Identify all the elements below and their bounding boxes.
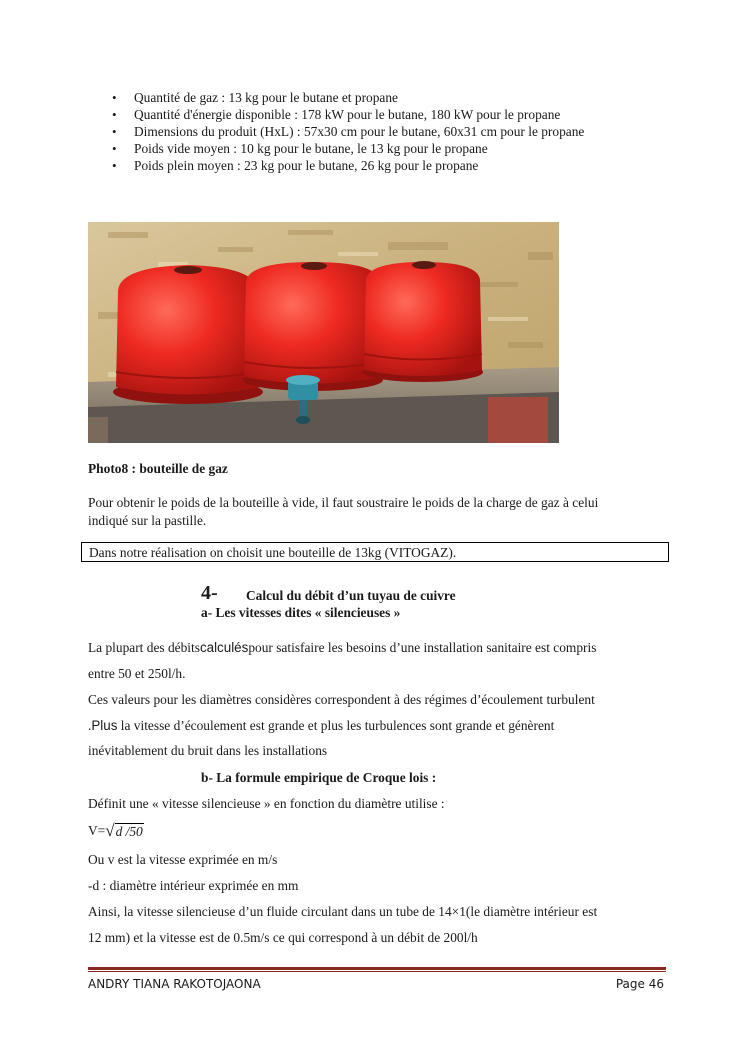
paragraph-line: -d : diamètre intérieur exprimée en mm xyxy=(88,878,299,893)
gas-bottle xyxy=(113,265,263,404)
section-number: 4- xyxy=(201,582,218,604)
footer-rule-thin xyxy=(88,971,666,972)
paragraph-line xyxy=(88,640,596,656)
footer-author: ANDRY TIANA RAKOTOJAONA xyxy=(88,977,261,991)
paragraph-line: Définit une « vitesse silencieuse » en fonction du diamètre utilise : xyxy=(88,796,445,811)
paragraph-line: Pour obtenir le poids de la bouteille à vide, il faut soustraire le poids de la charge de gaz à celui xyxy=(88,495,599,510)
spec-list xyxy=(112,89,584,174)
text-run: Plus xyxy=(91,718,118,733)
paragraph-line: inévitablement du bruit dans les installations xyxy=(88,743,328,758)
formula-prefix: V= xyxy=(88,823,106,838)
paragraph-line xyxy=(88,718,554,734)
formula xyxy=(88,823,144,839)
subsection-b-heading: b- La formule empirique de Croque lois : xyxy=(201,770,437,785)
spec-item: • Quantité de gaz : 13 kg pour le butane et propane xyxy=(112,89,584,106)
paragraph-line: Ces valeurs pour les diamètres considères correspondent à des régimes d’écoulement turbulent xyxy=(88,692,595,707)
gas-bottles-illustration xyxy=(88,222,559,443)
footer-page-number: Page 46 xyxy=(615,977,664,991)
text-run: calculés xyxy=(199,640,249,655)
paragraph-line: Ainsi, la vitesse silencieuse d’un fluide circulant dans un tube de 14×1(le diamètre intérieur est xyxy=(88,904,598,919)
highlight-box xyxy=(81,542,669,562)
sqrt-sign: √ xyxy=(105,821,115,840)
footer-rule xyxy=(88,967,666,970)
paragraph-line: 12 mm) et la vitesse est de 0.5m/s ce qui correspond à un débit de 200l/h xyxy=(88,930,478,945)
text-run: pour satisfaire les besoins d’une installation sanitaire est compris xyxy=(248,640,597,655)
paragraph-line: Ou v est la vitesse exprimée en m/s xyxy=(88,852,278,867)
gas-bottles-photo xyxy=(88,222,559,443)
paragraph-line: entre 50 et 250l/h. xyxy=(88,666,186,681)
text-run: . xyxy=(88,718,92,733)
formula-radicand: d /50 xyxy=(115,824,143,839)
subsection-a-heading: a- Les vitesses dites « silencieuses » xyxy=(201,605,401,620)
spec-item: • Poids plein moyen : 23 kg pour le butane, 26 kg pour le propane xyxy=(112,157,584,174)
section-title: Calcul du débit d’un tuyau de cuivre xyxy=(246,588,456,603)
paragraph-line: indiqué sur la pastille. xyxy=(88,513,207,528)
text-run: la vitesse d’écoulement est grande et plus les turbulences sont grande et génèrent xyxy=(117,718,555,733)
text-run: La plupart des débits xyxy=(88,640,200,655)
spec-item: • Poids vide moyen : 10 kg pour le butane, le 13 kg pour le propane xyxy=(112,140,584,157)
photo-caption: Photo8 : bouteille de gaz xyxy=(88,461,228,476)
highlight-text: Dans notre réalisation on choisit une bouteille de 13kg (VITOGAZ). xyxy=(89,545,457,560)
spec-item: • Quantité d'énergie disponible : 178 kW pour le butane, 180 kW pour le propane xyxy=(112,106,584,123)
spec-item: • Dimensions du produit (HxL) : 57x30 cm pour le butane, 60x31 cm pour le propane xyxy=(112,123,584,140)
gas-bottle xyxy=(363,261,483,382)
gas-bottle xyxy=(243,262,383,391)
